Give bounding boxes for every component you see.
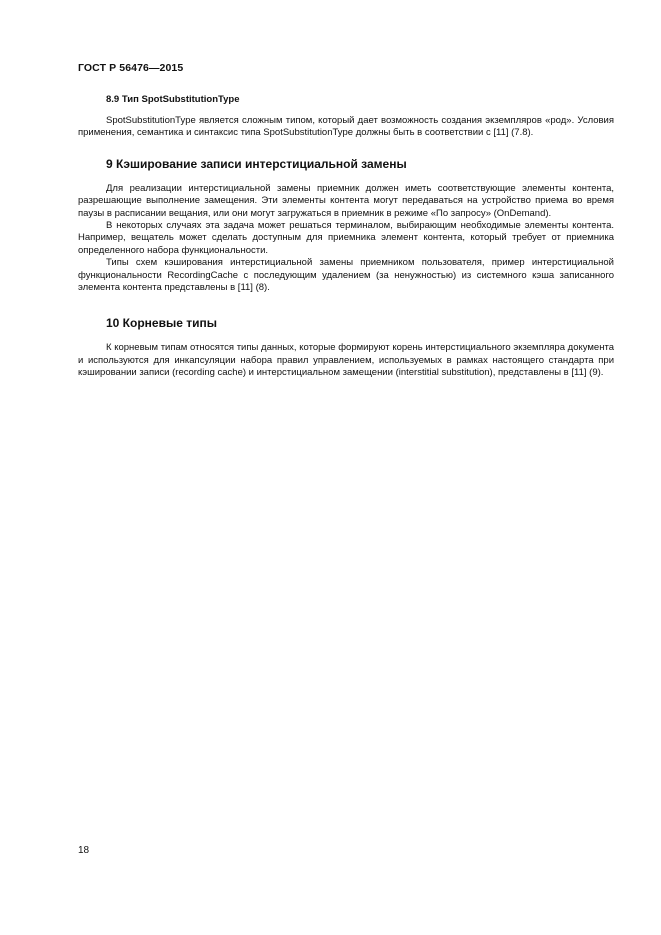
section-9-title: 9 Кэширование записи интерстициальной замены — [106, 156, 407, 171]
page-content — [78, 93, 614, 380]
page-number: 18 — [78, 845, 90, 856]
section-9-paragraph: В некоторых случаях эта задача может решаться терминалом, выбирающим необходимые элементы контента. Например, вещатель может сделать доступным для приемника элемент контента, который требует от приемника определенного набора функциональности. — [78, 220, 614, 256]
section-10-title: 10 Корневые типы — [106, 316, 217, 331]
section-9-paragraph: Для реализации интерстициальной замены приемник должен иметь соответствующие элементы контента, разрешающие выполнение замещения. Эти элементы контента могут передаваться на устройство приема во время паузы в расписании вещания, или они могут загружаться в приемник в режиме «По запросу» (OnDemand). — [78, 182, 614, 219]
section-10-paragraph: К корневым типам относятся типы данных, которые формируют корень интерстициального экземпляра документа и используются для инкапсуляции набора правил управлением, используемых в рамках настоящего стандарта при кэшировании записи (recording cache) и интерстициальном замещении (interstitial substitution), представлены в [11] (9). — [78, 342, 614, 379]
running-header-standard-id: ГОСТ Р 56476—2015 — [78, 62, 184, 74]
section-8-9-paragraph: SpotSubstitutionType является сложным типом, который дает возможность создания экземпляров «род». Условия применения, семантика и синтаксис типа SpotSubstitutionType должны быть в соответствии с [11] (7.8). — [78, 115, 614, 139]
section-8-9-title: 8.9 Тип SpotSubstitutionType — [106, 94, 240, 105]
section-9-paragraph: Типы схем кэширования интерстициальной замены приемником пользователя, пример интерстициальной функциональности RecordingCache с последующим удалением (за ненужностью) из системного кэша записанного элемента контента представлены в [11] (8). — [78, 257, 614, 294]
